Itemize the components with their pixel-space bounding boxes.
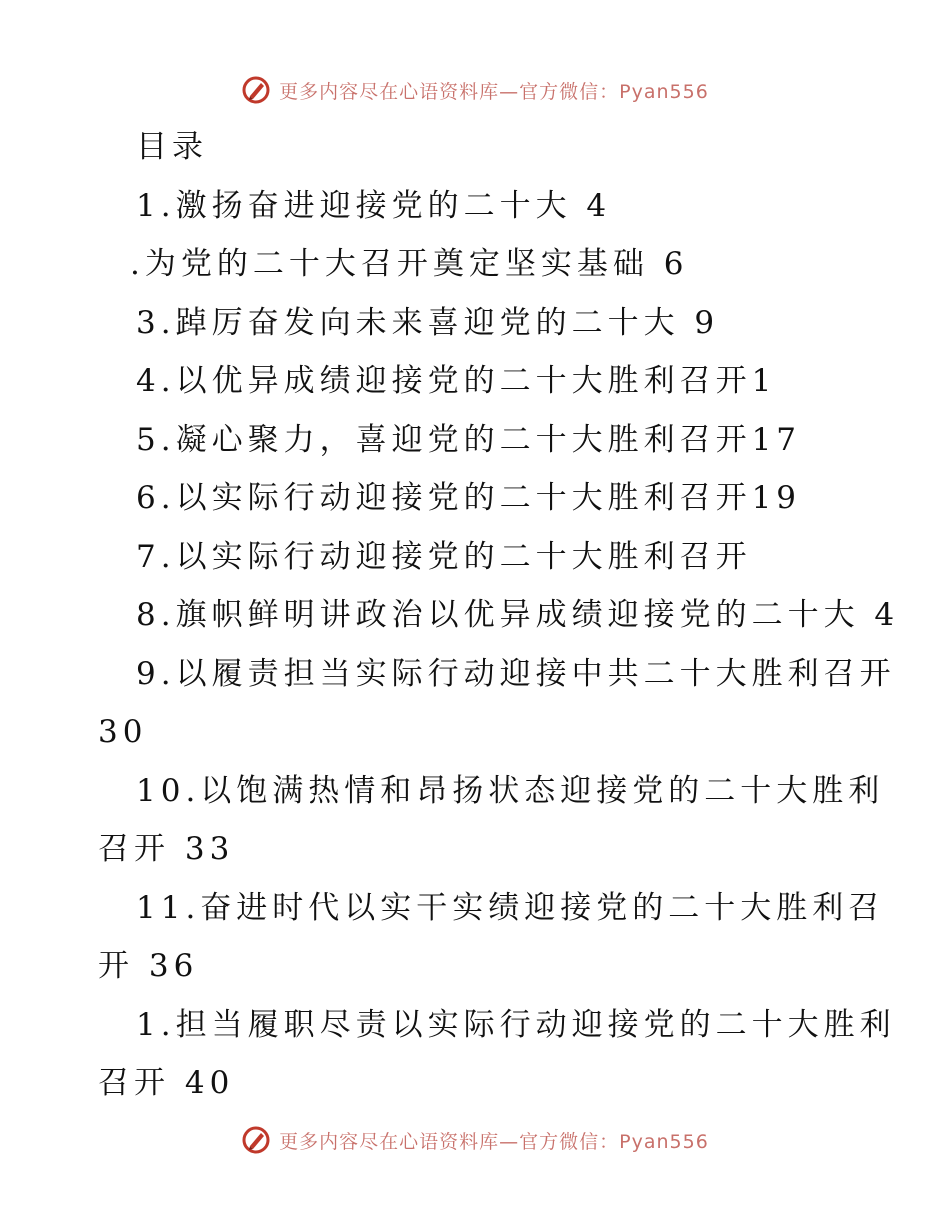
toc-line: 6.以实际行动迎接党的二十大胜利召开19: [136, 480, 802, 516]
toc-line-continuation: 召开 33: [98, 831, 235, 867]
toc-line: 8.旗帜鲜明讲政治以优异成绩迎接党的二十大 4: [136, 597, 900, 633]
toc-line: 9.以履责担当实际行动迎接中共二十大胜利召开: [136, 655, 896, 692]
toc-line: 11.奋进时代以实干实绩迎接党的二十大胜利召: [136, 889, 885, 926]
toc-heading: 目录: [136, 129, 208, 165]
toc-line: 10.以饱满热情和昂扬状态迎接党的二十大胜利: [136, 772, 885, 809]
toc-line: 1.担当履职尽责以实际行动迎接党的二十大胜利: [136, 1006, 896, 1043]
toc-line: 7.以实际行动迎接党的二十大胜利召开: [136, 538, 752, 575]
toc-line-continuation: 开 36: [98, 948, 199, 984]
pen-logo-icon: [241, 75, 271, 105]
toc-line: 1.激扬奋进迎接党的二十大 4: [136, 187, 612, 224]
watermark-banner-top: [0, 70, 950, 110]
toc-line: 4.以优异成绩迎接党的二十大胜利召开1: [136, 363, 777, 399]
watermark-text: 更多内容尽在心语资料库—官方微信：Pyan556: [279, 80, 709, 103]
toc-line: 3.踔厉奋发向未来喜迎党的二十大 9: [136, 304, 720, 341]
toc-line: 5.凝心聚力，喜迎党的二十大胜利召开17: [136, 421, 802, 458]
toc: [98, 118, 900, 1113]
pen-logo-icon: [241, 1125, 271, 1155]
toc-line-continuation: 30: [98, 714, 148, 750]
watermark-text: 更多内容尽在心语资料库—官方微信：Pyan556: [279, 1130, 709, 1153]
toc-line-continuation: 召开 40: [98, 1065, 235, 1101]
toc-line: .为党的二十大召开奠定坚实基础 6: [130, 246, 689, 282]
watermark-banner-bottom: [0, 1120, 950, 1160]
